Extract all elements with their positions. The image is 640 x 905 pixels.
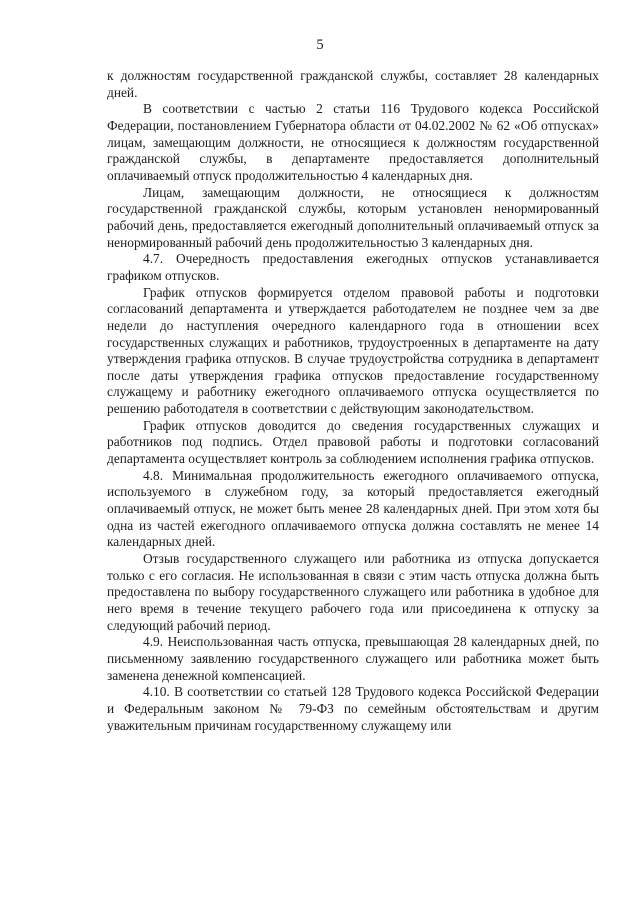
paragraph-4-7: 4.7. Очередность предоставления ежегодных отпусков устанавливается графиком отпусков.	[107, 251, 599, 283]
paragraph-irregular-hours: Лицам, замещающим должности, не относящиеся к должностям государственной гражданской службы, которым установлен ненормированный рабочий день, предоставляется ежегодный дополнительный оплачиваемый отпуск за ненормированный рабочий день продолжительностью 3 календарных дня.	[107, 184, 599, 250]
page-number: 5	[316, 37, 324, 53]
paragraph-continuation: к должностям государственной гражданской службы, составляет 28 календарных дней.	[107, 68, 599, 100]
document-body	[107, 68, 599, 734]
paragraph-recall: Отзыв государственного служащего или работника из отпуска допускается только с его согласия. Не использованная в связи с этим часть отпуска должна быть предоставлена по выбору государственного служащего или работника в удобное для него время в течение текущего рабочего года или присоединена к отпуску за следующий рабочий период.	[107, 551, 599, 633]
paragraph-4-10: 4.10. В соответствии со статьей 128 Трудового кодекса Российской Федерации и Федеральным законом № 79-ФЗ по семейным обстоятельствам и другим уважительным причинам государственному служащему или	[107, 684, 599, 733]
paragraph-4-9: 4.9. Неиспользованная часть отпуска, превышающая 28 календарных дней, по письменному заявлению государственного служащего или работника может быть заменена денежной компенсацией.	[107, 634, 599, 683]
paragraph-4-8: 4.8. Минимальная продолжительность ежегодного оплачиваемого отпуска, используемого в служебном году, за который предоставляется ежегодный оплачиваемый отпуск, не может быть менее 28 календарных дней. При этом хотя бы одна из частей ежегодного оплачиваемого отпуска должна составлять не менее 14 календарных дней.	[107, 467, 599, 550]
paragraph-additional-leave: В соответствии с частью 2 статьи 116 Трудового кодекса Российской Федерации, постановлением Губернатора области от 04.02.2002 № 62 «Об отпусках» лицам, замещающим должности, не относящиеся к должностям государственной гражданской службы, в департаменте предоставляется дополнительный оплачиваемый отпуск продолжительностью 4 календарных дня.	[107, 101, 599, 183]
paragraph-schedule-notification: График отпусков доводится до сведения государственных служащих и работников под подпись. Отдел правовой работы и подготовки согласований департамента осуществляет контроль за соблюдением исполнения графика отпусков.	[107, 417, 599, 467]
paragraph-schedule-formation: График отпусков формируется отделом правовой работы и подготовки согласований департамента и утверждается работодателем не позднее чем за две недели до наступления очередного календарного года в отношении всех государственных служащих и работников, трудоустроенных в департаменте на дату утверждения графика отпусков. В случае трудоустройства сотрудника в департамент после даты утверждения графика отпусков предоставление государственному служащему и работнику ежегодного оплачиваемого отпуска осуществляется по решению работодателя в соответствии с действующим законодательством.	[107, 284, 599, 417]
